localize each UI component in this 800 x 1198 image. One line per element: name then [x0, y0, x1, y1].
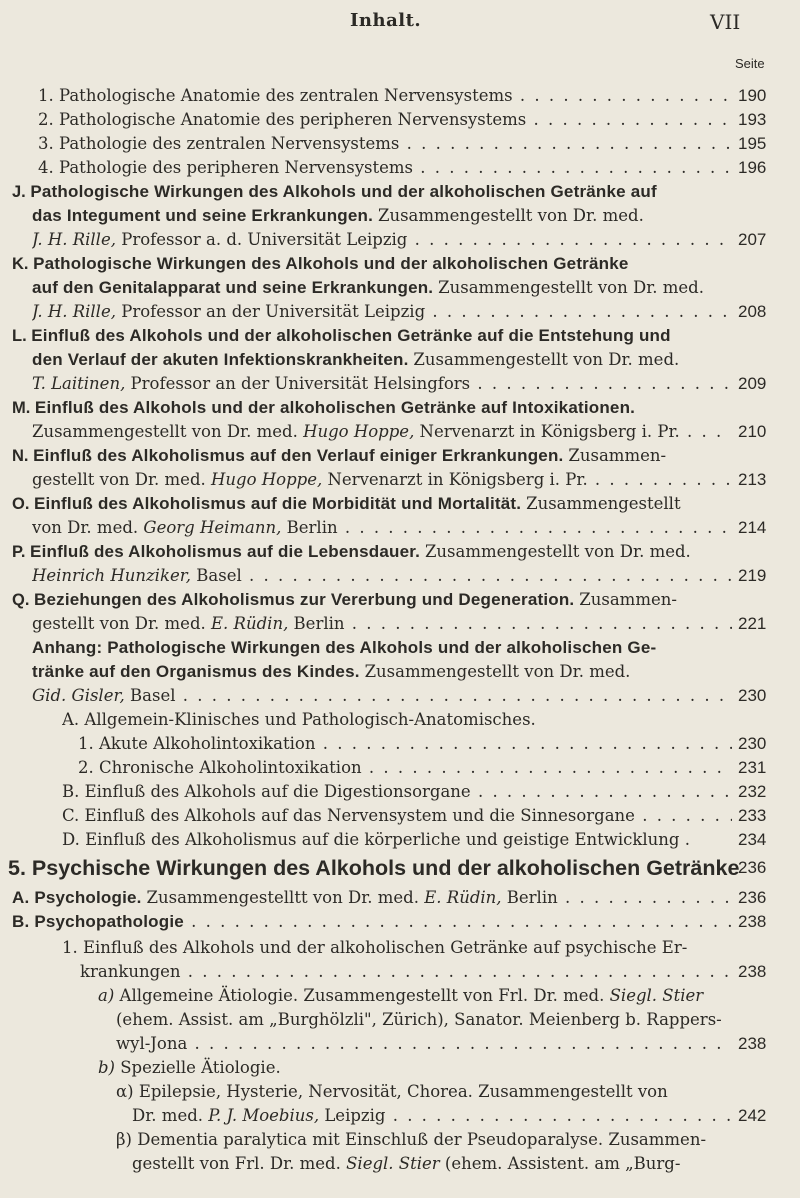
toc-text: Zusammengestellt [526, 494, 681, 513]
toc-text: 1. Pathologische Anatomie des zentralen Nervensystems [38, 86, 513, 105]
toc-page-number: 208 [738, 302, 767, 321]
toc-page-number: 236 [738, 858, 767, 877]
toc-text: Basel [124, 686, 176, 705]
toc-entry-line [32, 204, 792, 228]
toc-entry-line [38, 132, 732, 156]
toc-page-number: 236 [738, 888, 767, 907]
toc-text: Zusammengestellt von Dr. med. [364, 662, 631, 681]
toc-entry-line [12, 444, 792, 468]
toc-entry-line [32, 468, 732, 492]
toc-entry-line [32, 684, 732, 708]
toc-text: Pathologische Wirkungen des Alkohols und der alkoholischen Getränke [33, 254, 629, 273]
toc-text: gestellt von Frl. Dr. med. [132, 1154, 347, 1173]
toc-page-number: 238 [738, 962, 767, 981]
toc-text: Zusammengestellt von Dr. med. [32, 422, 304, 441]
header-page-number: VII [710, 10, 741, 34]
toc-text: Nervenarzt in Königsberg i. Pr. [322, 470, 588, 489]
toc-entry-line [62, 936, 792, 960]
toc-text: 2. Chronische Alkoholintoxikation [78, 758, 362, 777]
toc-text: N. [12, 447, 34, 465]
toc-text: a) [98, 986, 115, 1005]
toc-text: 2. Pathologische Anatomie des peripheren Nervensystems [38, 110, 527, 129]
toc-text: Einfluß des Alkohols und der alkoholischen Getränke auf die Entstehung und [31, 326, 671, 345]
column-label-seite: Seite [735, 56, 765, 71]
toc-text: Q. [12, 591, 35, 609]
toc-text: Nervenarzt in Königsberg i. Pr. [414, 422, 680, 441]
toc-text: Beziehungen des Alkoholismus zur Vererbung und Degeneration. [34, 590, 580, 609]
toc-entry-line [8, 856, 792, 880]
toc-text: J. [12, 183, 31, 201]
toc-text: Siegl. Stier [609, 986, 704, 1005]
toc-entry-line [78, 756, 732, 780]
toc-page-number: 193 [738, 110, 767, 129]
toc-text: auf den Genitalapparat und seine Erkrankungen. [32, 278, 439, 297]
toc-entry-line [12, 252, 792, 276]
toc-text: K. [12, 255, 34, 273]
toc-text: Einfluß des Alkoholismus auf den Verlauf einiger Erkrankungen. [33, 446, 569, 465]
toc-entry-line [32, 276, 792, 300]
toc-text: E. Rüdin, [211, 614, 289, 633]
toc-text: Berlin [501, 888, 558, 907]
toc-entry-line [62, 804, 732, 828]
toc-entry-line [12, 396, 792, 420]
toc-text: Berlin [288, 614, 345, 633]
toc-entry-line [62, 708, 792, 732]
toc-entry-line [12, 886, 732, 910]
toc-text: D. Einfluß des Alkoholismus auf die körperliche und geistige Entwicklung . [62, 830, 690, 849]
toc-entry-line [62, 828, 792, 852]
toc-page-number: 234 [738, 830, 767, 849]
toc-entry-line [98, 1056, 792, 1080]
toc-page-number: 233 [738, 806, 767, 825]
toc-text: tränke auf den Organismus des Kindes. [32, 662, 365, 681]
toc-entry-line [12, 324, 792, 348]
toc-text: Professor an der Universität Leipzig [115, 302, 426, 321]
toc-entry-line [32, 660, 792, 684]
toc-entry-line [12, 540, 792, 564]
toc-entry-line [38, 108, 732, 132]
toc-text: Zusammen- [579, 590, 677, 609]
toc-text: B. Einfluß des Alkohols auf die Digestionsorgane [62, 782, 471, 801]
toc-text: Zusammengestellt von Dr. med. [424, 542, 691, 561]
toc-text: Berlin [281, 518, 338, 537]
toc-text: Zusammengestellt von Dr. med. [438, 278, 704, 297]
toc-text: gestellt von Dr. med. [32, 470, 212, 489]
toc-entry-line [32, 564, 732, 588]
toc-text: M. [12, 399, 35, 417]
toc-text: Basel [191, 566, 242, 585]
toc-entry-line [62, 780, 732, 804]
toc-entry-line [116, 1008, 792, 1032]
toc-text: L. [12, 327, 32, 345]
toc-text: b) [98, 1058, 115, 1077]
toc-entry-line [32, 228, 732, 252]
toc-text: O. [12, 495, 35, 513]
toc-text: Leipzig [319, 1106, 386, 1125]
toc-text: krankungen [80, 962, 181, 981]
toc-entry-line [116, 1080, 792, 1104]
toc-text: J. H. Rille, [32, 302, 116, 321]
toc-entry-line [38, 156, 732, 180]
toc-text: Anhang: Pathologische Wirkungen des Alkohols und der alkoholischen Ge- [32, 638, 657, 657]
toc-entry-line [32, 636, 792, 660]
toc-page-number: 242 [738, 1106, 767, 1125]
toc-text: P. [12, 543, 31, 561]
toc-text: das Integument und seine Erkrankungen. [32, 206, 378, 225]
toc-page-number: 221 [738, 614, 767, 633]
toc-entry-line [78, 732, 732, 756]
toc-entry-line [32, 372, 732, 396]
toc-page-number: 214 [738, 518, 767, 537]
toc-text: Zusammengestelltt von Dr. med. [146, 888, 425, 907]
toc-entry-line [32, 516, 732, 540]
header-title: Inhalt. [350, 10, 422, 31]
toc-text: Georg Heimann, [143, 518, 282, 537]
toc-text: 3. Pathologie des zentralen Nervensystems [38, 134, 400, 153]
toc-text: 1. Einfluß des Alkohols und der alkoholischen Getränke auf psychische Er- [62, 938, 688, 957]
toc-text: P. J. Moebius, [208, 1106, 320, 1125]
toc-text: Einfluß des Alkohols und der alkoholischen Getränke auf Intoxikationen. [34, 398, 636, 417]
toc-entry-line [116, 1032, 732, 1056]
toc-entry-line [12, 910, 732, 934]
toc-entry-line [32, 348, 792, 372]
toc-text: von Dr. med. [32, 518, 144, 537]
toc-text: 1. Akute Alkoholintoxikation [78, 734, 316, 753]
toc-text: Siegl. Stier [346, 1154, 440, 1173]
toc-text: 5. Psychische Wirkungen des Alkohols und der alkoholischen Getränke [8, 856, 740, 880]
toc-entry-line [12, 588, 792, 612]
toc-page-number: 232 [738, 782, 767, 801]
toc-text: (ehem. Assistent. am „Burg- [439, 1154, 681, 1173]
toc-text: E. Rüdin, [424, 888, 502, 907]
toc-text: T. Laitinen, [32, 374, 126, 393]
toc-text: Heinrich Hunziker, [32, 566, 192, 585]
toc-entry-line [38, 84, 732, 108]
toc-entry-line [132, 1104, 732, 1128]
toc-text: B. Psychopathologie [12, 912, 184, 931]
toc-page-number: 231 [738, 758, 767, 777]
toc-page-number: 213 [738, 470, 767, 489]
toc-page-number: 209 [738, 374, 767, 393]
toc-page-number: 210 [738, 422, 767, 441]
toc-page-number: 238 [738, 912, 767, 931]
toc-text: Einfluß des Alkoholismus auf die Morbidität und Mortalität. [34, 494, 527, 513]
toc-text: Zusammengestellt von Dr. med. [377, 206, 644, 225]
toc-page-number: 230 [738, 686, 767, 705]
toc-page-number: 190 [738, 86, 767, 105]
toc-page-number: 196 [738, 158, 767, 177]
toc-text: Gid. Gisler, [32, 686, 125, 705]
toc-text: (ehem. Assist. am „Burghölzli", Zürich), Sanator. Meienberg b. Rappers- [116, 1010, 722, 1029]
toc-text: Zusammen- [568, 446, 667, 465]
toc-entry-line [80, 960, 732, 984]
toc-text: β) Dementia paralytica mit Einschluß der Pseudoparalyse. Zusammen- [116, 1130, 707, 1149]
toc-text: C. Einfluß des Alkohols auf das Nervensystem und die Sinnesorgane [62, 806, 635, 825]
toc-page-number: 207 [738, 230, 767, 249]
toc-text: Professor a. d. Universität Leipzig [115, 230, 408, 249]
toc-text: Dr. med. [132, 1106, 209, 1125]
toc-text: 4. Pathologie des peripheren Nervensystems [38, 158, 414, 177]
toc-text: Professor an der Universität Helsingfors [125, 374, 471, 393]
toc-text: Hugo Hoppe, [211, 470, 323, 489]
toc-text: Spezielle Ätiologie. [115, 1058, 281, 1077]
toc-page-number: 238 [738, 1034, 767, 1053]
toc-page-number: 219 [738, 566, 767, 585]
toc-entry-line [32, 612, 732, 636]
toc-entry-line [12, 492, 792, 516]
toc-text: Pathologische Wirkungen des Alkohols und der alkoholischen Getränke auf [30, 182, 657, 201]
toc-text: α) Epilepsie, Hysterie, Nervosität, Chorea. Zusammengestellt von [116, 1082, 668, 1101]
toc-text: Einfluß des Alkoholismus auf die Lebensdauer. [30, 542, 425, 561]
running-header [0, 8, 800, 38]
toc-page-number: 195 [738, 134, 767, 153]
toc-entry-line [116, 1128, 792, 1152]
toc-text: Allgemeine Ätiologie. Zusammengestellt von Frl. Dr. med. [114, 986, 610, 1005]
toc-text: Zusammengestellt von Dr. med. [413, 350, 680, 369]
toc-text: A. Psychologie. [12, 888, 147, 907]
toc-page-number: 230 [738, 734, 767, 753]
toc-entry-line [132, 1152, 792, 1176]
toc-text: wyl-Jona [116, 1034, 188, 1053]
toc-entry-line [32, 300, 732, 324]
toc-entry-line [98, 984, 792, 1008]
toc-text: J. H. Rille, [32, 230, 116, 249]
toc-text: Hugo Hoppe, [303, 422, 415, 441]
toc-text: gestellt von Dr. med. [32, 614, 212, 633]
toc-text: A. Allgemein-Klinisches und Pathologisch-Anatomisches. [62, 710, 536, 729]
toc-text: den Verlauf der akuten Infektionskrankheiten. [32, 350, 414, 369]
toc-entry-line [12, 180, 792, 204]
toc-entry-line [32, 420, 732, 444]
